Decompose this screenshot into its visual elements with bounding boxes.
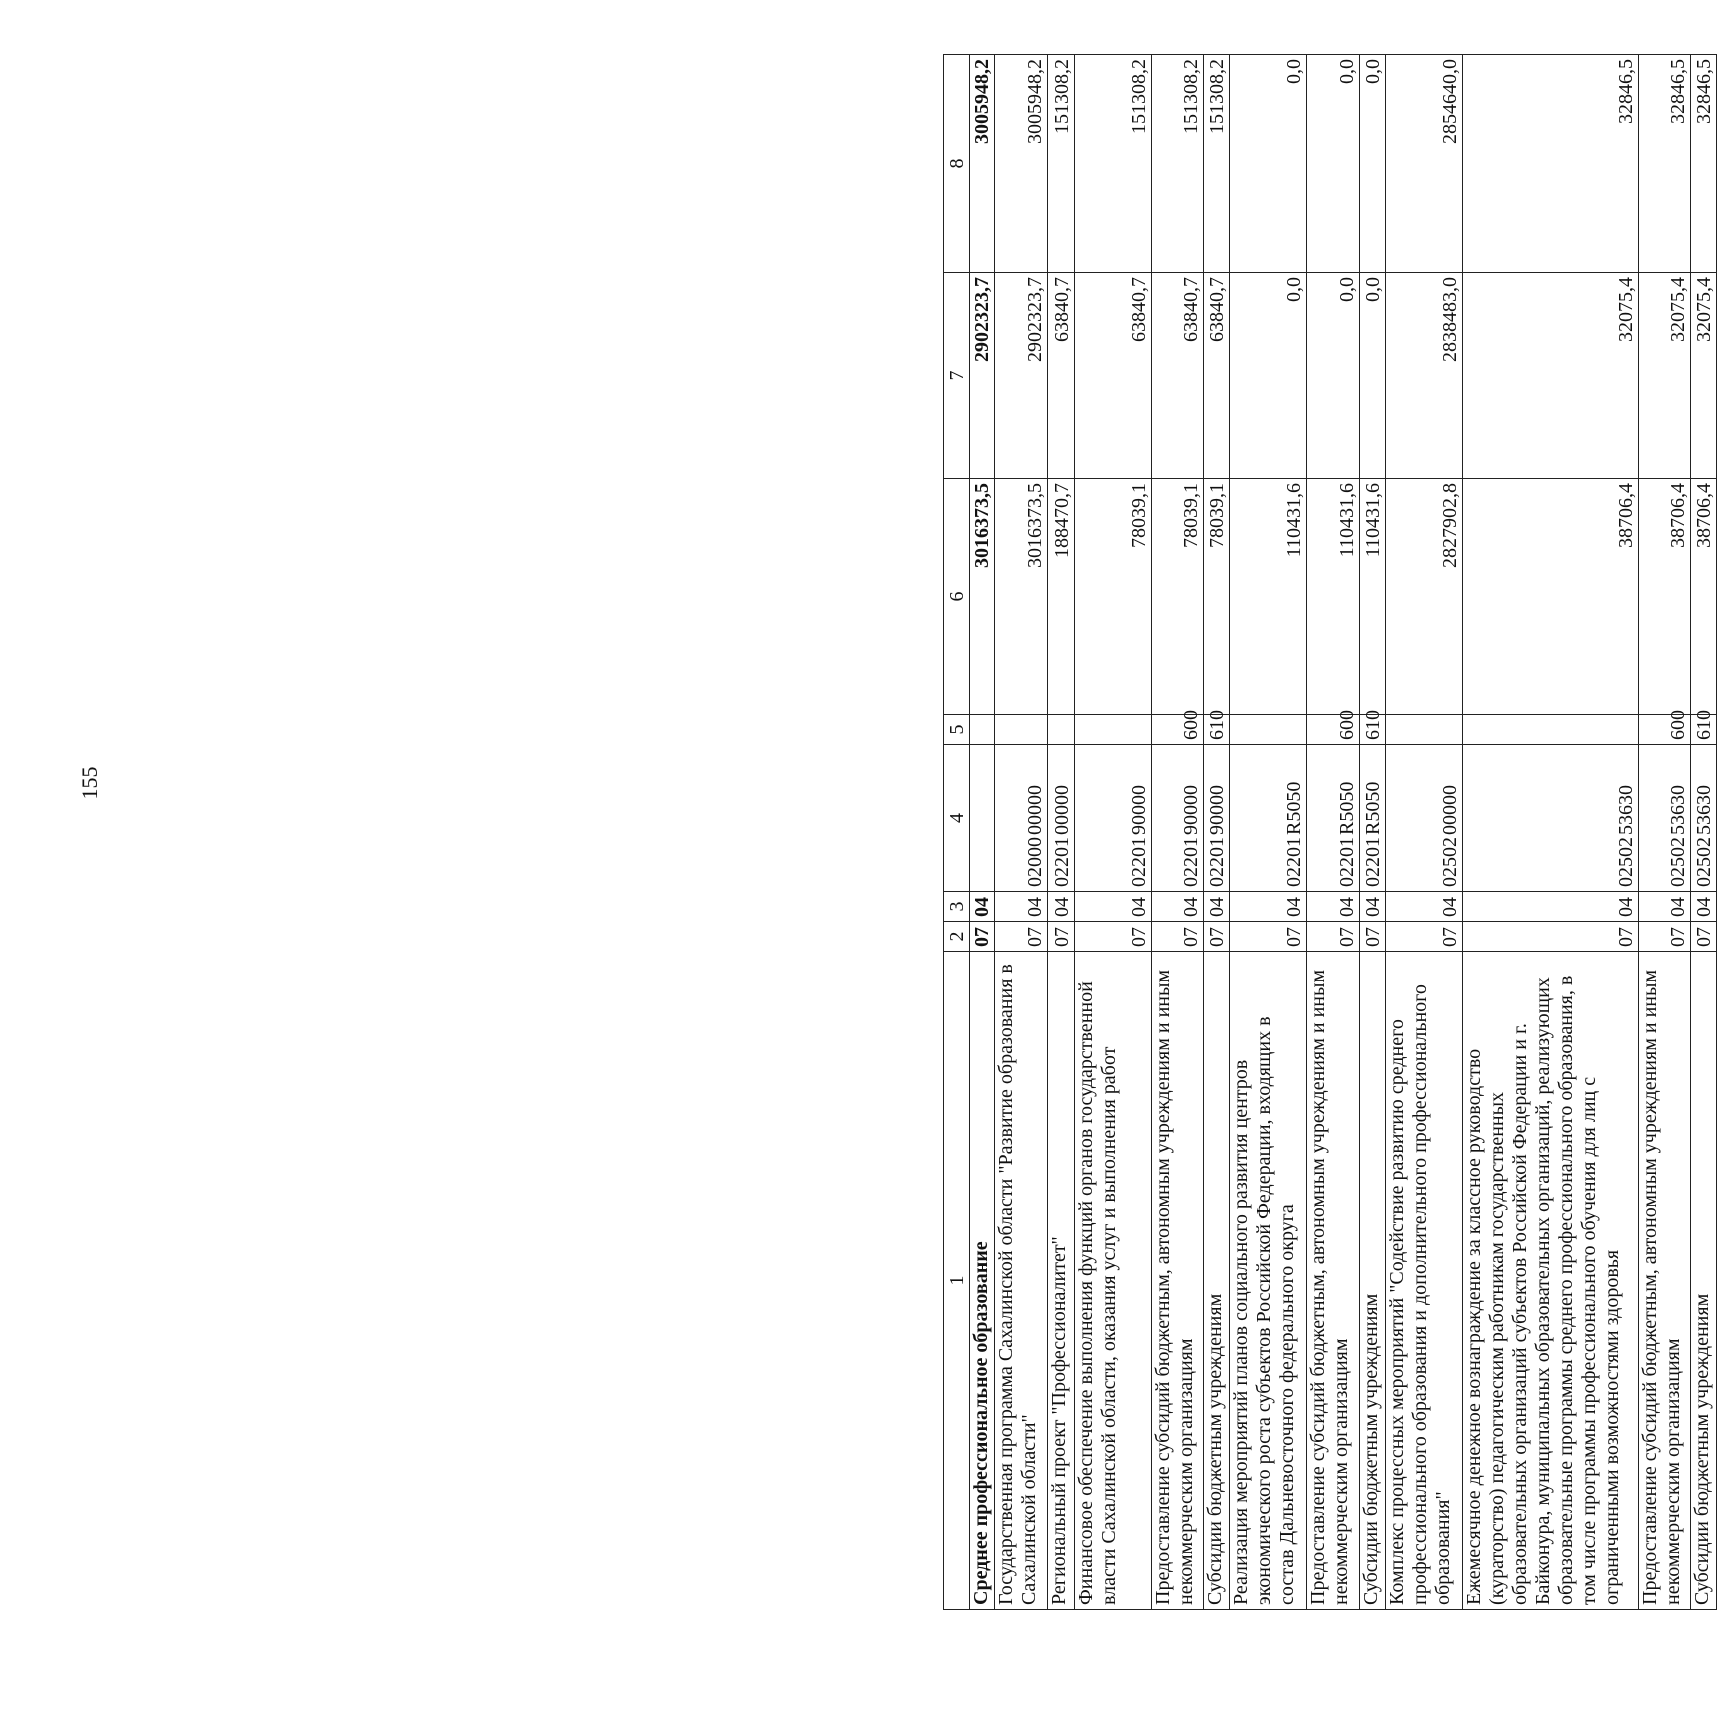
expense-type-code-cell bbox=[1230, 715, 1307, 745]
program-code: 02000 bbox=[1024, 837, 1047, 887]
expense-type-code-cell: 600 bbox=[1307, 715, 1359, 745]
subsection-code-cell: 04 bbox=[1690, 892, 1716, 922]
target-item-code-cell bbox=[1307, 745, 1359, 892]
item-name-cell: Государственная программа Сахалинской области "Развитие образования в Сахалинской области" bbox=[995, 952, 1048, 1610]
table-row bbox=[1048, 55, 1074, 1610]
target-item-code-cell bbox=[1385, 745, 1462, 892]
table-row bbox=[995, 55, 1048, 1610]
program-code: 02201 bbox=[1206, 837, 1229, 887]
target-item-code-cell bbox=[1359, 745, 1385, 892]
section-code-cell: 07 bbox=[1204, 922, 1230, 952]
table-row bbox=[1463, 55, 1638, 1610]
subsection-code-cell: 04 bbox=[995, 892, 1048, 922]
direction-code: 90000 bbox=[1127, 785, 1150, 835]
amount-year-3-cell: 0,0 bbox=[1359, 55, 1385, 273]
amount-year-2-cell: 63840,7 bbox=[1048, 273, 1074, 479]
program-code: 02502 bbox=[1439, 837, 1462, 887]
target-item-code-cell bbox=[995, 745, 1048, 892]
amount-year-1-cell: 38706,4 bbox=[1463, 479, 1638, 715]
amount-year-2-cell: 32075,4 bbox=[1463, 273, 1638, 479]
amount-year-1-cell: 110431,6 bbox=[1230, 479, 1307, 715]
section-code-cell: 07 bbox=[1151, 922, 1203, 952]
subsection-code-cell: 04 bbox=[1230, 892, 1307, 922]
item-name-cell: Реализация мероприятий планов социального развития центров экономического роста субъектов Российской Федерации, входящих в состав Дальневосточного федерального округа bbox=[1230, 952, 1307, 1610]
section-code-cell: 07 bbox=[1385, 922, 1462, 952]
amount-year-3-cell: 2854640,0 bbox=[1385, 55, 1462, 273]
target-item-code-cell bbox=[1151, 745, 1203, 892]
amount-year-2-cell: 63840,7 bbox=[1204, 273, 1230, 479]
table-row bbox=[1074, 55, 1151, 1610]
section-code-cell: 07 bbox=[1638, 922, 1690, 952]
table-row bbox=[1690, 55, 1716, 1610]
budget-table bbox=[943, 54, 1717, 1610]
header-row bbox=[944, 55, 970, 1610]
subsection-code-cell: 04 bbox=[1074, 892, 1151, 922]
direction-code: R5050 bbox=[1361, 781, 1384, 835]
expense-type-code-cell bbox=[970, 715, 995, 745]
target-item-code-cell bbox=[970, 745, 995, 892]
program-code: 02502 bbox=[1693, 837, 1715, 887]
program-code: 02201 bbox=[1335, 837, 1358, 887]
direction-code: 90000 bbox=[1206, 785, 1229, 835]
direction-code: 00000 bbox=[1439, 785, 1462, 835]
amount-year-3-cell: 151308,2 bbox=[1074, 55, 1151, 273]
item-name-cell: Предоставление субсидий бюджетным, автономным учреждениям и иным некоммерческим организациям bbox=[1307, 952, 1359, 1610]
program-code: 02201 bbox=[1180, 837, 1203, 887]
subsection-code-cell: 04 bbox=[1359, 892, 1385, 922]
target-item-code-cell bbox=[1204, 745, 1230, 892]
amount-year-1-cell: 188470,7 bbox=[1048, 479, 1074, 715]
amount-year-3-cell: 151308,2 bbox=[1204, 55, 1230, 273]
amount-year-2-cell: 0,0 bbox=[1230, 273, 1307, 479]
table-row bbox=[1638, 55, 1690, 1610]
program-code: 02201 bbox=[1361, 837, 1384, 887]
table-row bbox=[1385, 55, 1462, 1610]
subsection-code-cell: 04 bbox=[1048, 892, 1074, 922]
amount-year-3-cell: 0,0 bbox=[1307, 55, 1359, 273]
section-code-cell: 07 bbox=[1074, 922, 1151, 952]
header-cell-1: 1 bbox=[944, 952, 970, 1610]
amount-year-2-cell: 63840,7 bbox=[1074, 273, 1151, 479]
header-cell-4: 4 bbox=[944, 745, 970, 892]
subsection-code-cell: 04 bbox=[1638, 892, 1690, 922]
item-name-cell: Финансовое обеспечение выполнения функций органов государственной власти Сахалинской области, оказания услуг и выполнения работ bbox=[1074, 952, 1151, 1610]
amount-year-1-cell: 78039,1 bbox=[1151, 479, 1203, 715]
direction-code: 53630 bbox=[1614, 785, 1637, 835]
program-code: 02201 bbox=[1127, 837, 1150, 887]
table-row bbox=[1151, 55, 1203, 1610]
section-code-cell: 07 bbox=[1463, 922, 1638, 952]
expense-type-code-cell bbox=[1463, 715, 1638, 745]
direction-code: R5050 bbox=[1335, 781, 1358, 835]
target-item-code-cell bbox=[1048, 745, 1074, 892]
item-name-cell: Предоставление субсидий бюджетным, автономным учреждениям и иным некоммерческим организациям bbox=[1638, 952, 1690, 1610]
amount-year-3-cell: 151308,2 bbox=[1048, 55, 1074, 273]
header-cell-6: 6 bbox=[944, 479, 970, 715]
amount-year-1-cell: 3016373,5 bbox=[995, 479, 1048, 715]
amount-year-2-cell: 0,0 bbox=[1359, 273, 1385, 479]
amount-year-2-cell: 0,0 bbox=[1307, 273, 1359, 479]
item-name-cell: Среднее профессиональное образование bbox=[970, 952, 995, 1610]
header-cell-3: 3 bbox=[944, 892, 970, 922]
amount-year-3-cell: 3005948,2 bbox=[970, 55, 995, 273]
program-code: 02201 bbox=[1283, 837, 1306, 887]
amount-year-1-cell: 78039,1 bbox=[1204, 479, 1230, 715]
section-code-cell: 07 bbox=[1690, 922, 1716, 952]
section-code-cell: 07 bbox=[995, 922, 1048, 952]
table-row bbox=[1230, 55, 1307, 1610]
amount-year-3-cell: 32846,5 bbox=[1638, 55, 1690, 273]
expense-type-code-cell: 610 bbox=[1690, 715, 1716, 745]
amount-year-3-cell: 32846,5 bbox=[1690, 55, 1716, 273]
expense-type-code-cell bbox=[1074, 715, 1151, 745]
amount-year-2-cell: 63840,7 bbox=[1151, 273, 1203, 479]
direction-code: R5050 bbox=[1283, 781, 1306, 835]
amount-year-2-cell: 32075,4 bbox=[1638, 273, 1690, 479]
amount-year-1-cell: 3016373,5 bbox=[970, 479, 995, 715]
program-code: 02502 bbox=[1614, 837, 1637, 887]
expense-type-code-cell: 600 bbox=[1151, 715, 1203, 745]
program-code: 02502 bbox=[1666, 837, 1689, 887]
page-number: 155 bbox=[77, 766, 102, 800]
subsection-code-cell: 04 bbox=[1385, 892, 1462, 922]
item-name-cell: Субсидии бюджетным учреждениям bbox=[1359, 952, 1385, 1610]
amount-year-1-cell: 2827902,8 bbox=[1385, 479, 1462, 715]
target-item-code-cell bbox=[1074, 745, 1151, 892]
subsection-code-cell: 04 bbox=[1307, 892, 1359, 922]
amount-year-3-cell: 32846,5 bbox=[1463, 55, 1638, 273]
header-cell-2: 2 bbox=[944, 922, 970, 952]
target-item-code-cell bbox=[1230, 745, 1307, 892]
subsection-code-cell: 04 bbox=[1204, 892, 1230, 922]
target-item-code-cell bbox=[1638, 745, 1690, 892]
amount-year-1-cell: 110431,6 bbox=[1307, 479, 1359, 715]
section-code-cell: 07 bbox=[970, 922, 995, 952]
amount-year-2-cell: 2838483,0 bbox=[1385, 273, 1462, 479]
amount-year-2-cell: 32075,4 bbox=[1690, 273, 1716, 479]
table-row bbox=[1307, 55, 1359, 1610]
direction-code: 00000 bbox=[1050, 785, 1073, 835]
table-row bbox=[970, 55, 995, 1610]
subsection-code-cell: 04 bbox=[1463, 892, 1638, 922]
section-code-cell: 07 bbox=[1230, 922, 1307, 952]
section-code-cell: 07 bbox=[1048, 922, 1074, 952]
item-name-cell: Субсидии бюджетным учреждениям bbox=[1690, 952, 1716, 1610]
header-cell-8: 8 bbox=[944, 55, 970, 273]
amount-year-1-cell: 38706,4 bbox=[1690, 479, 1716, 715]
expense-type-code-cell bbox=[995, 715, 1048, 745]
expense-type-code-cell: 610 bbox=[1204, 715, 1230, 745]
amount-year-3-cell: 0,0 bbox=[1230, 55, 1307, 273]
program-code: 02201 bbox=[1050, 837, 1073, 887]
amount-year-1-cell: 78039,1 bbox=[1074, 479, 1151, 715]
target-item-code-cell bbox=[1463, 745, 1638, 892]
subsection-code-cell: 04 bbox=[970, 892, 995, 922]
item-name-cell: Комплекс процессных мероприятий "Содействие развитию среднего профессионального образования и дополнительного профессионального образования" bbox=[1385, 952, 1462, 1610]
table-row bbox=[1204, 55, 1230, 1610]
amount-year-1-cell: 110431,6 bbox=[1359, 479, 1385, 715]
header-cell-5: 5 bbox=[944, 715, 970, 745]
amount-year-3-cell: 3005948,2 bbox=[995, 55, 1048, 273]
target-item-code-cell bbox=[1690, 745, 1716, 892]
amount-year-3-cell: 151308,2 bbox=[1151, 55, 1203, 273]
direction-code: 00000 bbox=[1024, 785, 1047, 835]
section-code-cell: 07 bbox=[1359, 922, 1385, 952]
expense-type-code-cell: 600 bbox=[1638, 715, 1690, 745]
item-name-cell: Субсидии бюджетным учреждениям bbox=[1204, 952, 1230, 1610]
expense-type-code-cell bbox=[1385, 715, 1462, 745]
item-name-cell: Предоставление субсидий бюджетным, автономным учреждениям и иным некоммерческим организациям bbox=[1151, 952, 1203, 1610]
subsection-code-cell: 04 bbox=[1151, 892, 1203, 922]
section-code-cell: 07 bbox=[1307, 922, 1359, 952]
item-name-cell: Региональный проект "Профессионалитет" bbox=[1048, 952, 1074, 1610]
expense-type-code-cell bbox=[1048, 715, 1074, 745]
direction-code: 53630 bbox=[1693, 785, 1715, 835]
table-row bbox=[1359, 55, 1385, 1610]
expense-type-code-cell: 610 bbox=[1359, 715, 1385, 745]
item-name-cell: Ежемесячное денежное вознаграждение за классное руководство (кураторство) педагогическим работникам государственных образовательных организаций субъектов Российской Федерации и г. Байконура, муниципальных образовательных организаций, реализующих образовательные программы среднего профессионального образования, в том числе программы профессионального обучения для лиц с ограниченными возможностями здоровья bbox=[1463, 952, 1638, 1610]
direction-code: 53630 bbox=[1666, 785, 1689, 835]
amount-year-1-cell: 38706,4 bbox=[1638, 479, 1690, 715]
direction-code: 90000 bbox=[1180, 785, 1203, 835]
amount-year-2-cell: 2902323,7 bbox=[970, 273, 995, 479]
header-cell-7: 7 bbox=[944, 273, 970, 479]
amount-year-2-cell: 2902323,7 bbox=[995, 273, 1048, 479]
